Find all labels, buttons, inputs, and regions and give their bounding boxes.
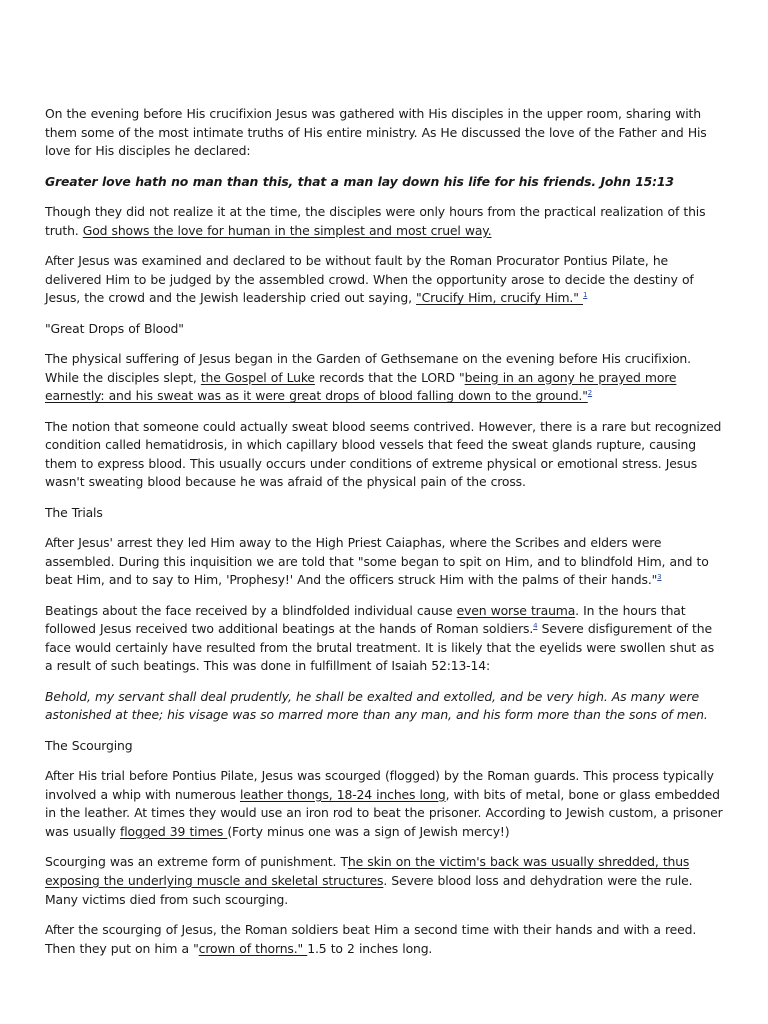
document-body xyxy=(45,105,725,970)
link-leather-thongs[interactable]: leather thongs, 18-24 inches long xyxy=(239,786,446,802)
paragraph-scourging-process: After His trial before Pontius Pilate, Jesus was scourged (flogged) by the Roman guards. This process typically involved a whip with numerous leather thongs, 18-24 inches long, with bits of metal, bone or glass embedded in the leather. At times they would use an iron rod to beat the prisoner. According to Jewish custom, a prisoner was usually flogged 39 times (Forty minus one was a sign of Jewish mercy!) xyxy=(45,768,723,839)
link-love-cruel-way[interactable]: God shows the love for human in the simplest and most cruel way. xyxy=(82,222,492,238)
paragraph-intro: On the evening before His crucifixion Jesus was gathered with His disciples in the upper room, sharing with them some of the most intimate truths of His entire ministry. As He discussed the love of the Father and His love for His disciples he declared: xyxy=(45,106,707,159)
heading-the-scourging: The Scourging xyxy=(45,737,133,753)
link-even-worse-trauma[interactable]: even worse trauma xyxy=(456,602,576,618)
paragraph-caiaphas: After Jesus' arrest they led Him away to the High Priest Caiaphas, where the Scribes and elders were assembled. During this inquisition we are told that "some began to spit on Him, and to blindfold Him, and to beat Him, and to say to Him, 'Prophesy!' And the officers struck Him with the palms of their hands."$^3$ xyxy=(45,535,709,588)
link-crucify-him[interactable]: "Crucify Him, crucify Him." xyxy=(416,290,583,306)
link-crown-of-thorns[interactable]: crown of thorns." xyxy=(198,940,308,956)
paragraph-truth: Though they did not realize it at the time, the disciples were only hours from the practical realization of this truth. God shows the love for human in the simplest and most cruel way. xyxy=(45,203,706,238)
paragraph-scourging-punishment: Scourging was an extreme form of punishment. The skin on the victim's back was usually shredded, thus exposing the underlying muscle and skeletal structures. Severe blood loss and dehydration were the rule. Many victims died from such scourging. xyxy=(45,854,693,907)
paragraph-beatings: Beatings about the face received by a blindfolded individual cause even worse trauma. In the hours that followed Jesus received two additional beatings at the hands of Roman soldiers.$^4$ Severe disfigurement of the face would certainly have resulted from the brutal treatment. It is likely that the eyelids were swollen shut as a result of such beatings. This was done in fulfillment of Isaiah 52:13-14: xyxy=(45,602,715,674)
paragraph-hematidrosis: The notion that someone could actually sweat blood seems contrived. However, there is a rare but recognized condition called hematidrosis, in which capillary blood vessels that feed the sweat glands rupture, causing them to express blood. This usually occurs under conditions of extreme physical or emotional stress. Jesus wasn't sweating blood because he was afraid of the physical pain of the cross. xyxy=(45,418,722,490)
link-skin-shredded[interactable]: he skin on the victim's back was usually shredded, thus exposing the underlying muscle and skeletal structures xyxy=(45,854,690,888)
footnote-2[interactable]: 2 xyxy=(587,388,593,397)
heading-the-trials: The Trials xyxy=(45,504,103,520)
link-flogged-39-times[interactable]: flogged 39 times xyxy=(120,823,228,839)
link-agony-quote[interactable]: being in an agony he prayed more earnestly: and his sweat was as it were great drops of blood falling down to the ground." xyxy=(45,369,677,404)
paragraph-crown-of-thorns: After the scourging of Jesus, the Roman soldiers beat Him a second time with their hands and with a reed. Then they put on him a "crown of thorns." 1.5 to 2 inches long. xyxy=(45,921,697,956)
footnote-1[interactable]: 1 xyxy=(582,291,588,300)
paragraph-pilate: After Jesus was examined and declared to be without fault by the Roman Procurator Pontius Pilate, he delivered Him to be judged by the assembled crowd. When the opportunity arose to decide the destiny of Jesus, the crowd and the Jewish leadership cried out saying, "Crucify Him, crucify Him." $^1$ xyxy=(45,252,694,306)
footnote-4[interactable]: 4 xyxy=(533,622,538,631)
heading-great-drops-of-blood: "Great Drops of Blood" xyxy=(45,320,184,336)
quote-isaiah-52: Behold, my servant shall deal prudently, he shall be exalted and extolled, and be very high. As many were astonished at thee; his visage was so marred more than any man, and his form more than the sons of men. xyxy=(45,688,708,723)
footnote-3[interactable]: 3 xyxy=(657,573,662,582)
link-gospel-of-luke[interactable]: the Gospel of Luke xyxy=(200,369,315,385)
paragraph-gethsemane: The physical suffering of Jesus began in the Garden of Gethsemane on the evening before His crucifixion. While the disciples slept, the Gospel of Luke records that the LORD "being in an agony he prayed more earnestly: and his sweat was as it were great drops of blood falling down to the ground."$^2$ xyxy=(45,350,691,404)
quote-john-15-13: Greater love hath no man than this, that a man lay down his life for his friends. John 15:13 xyxy=(45,173,674,189)
